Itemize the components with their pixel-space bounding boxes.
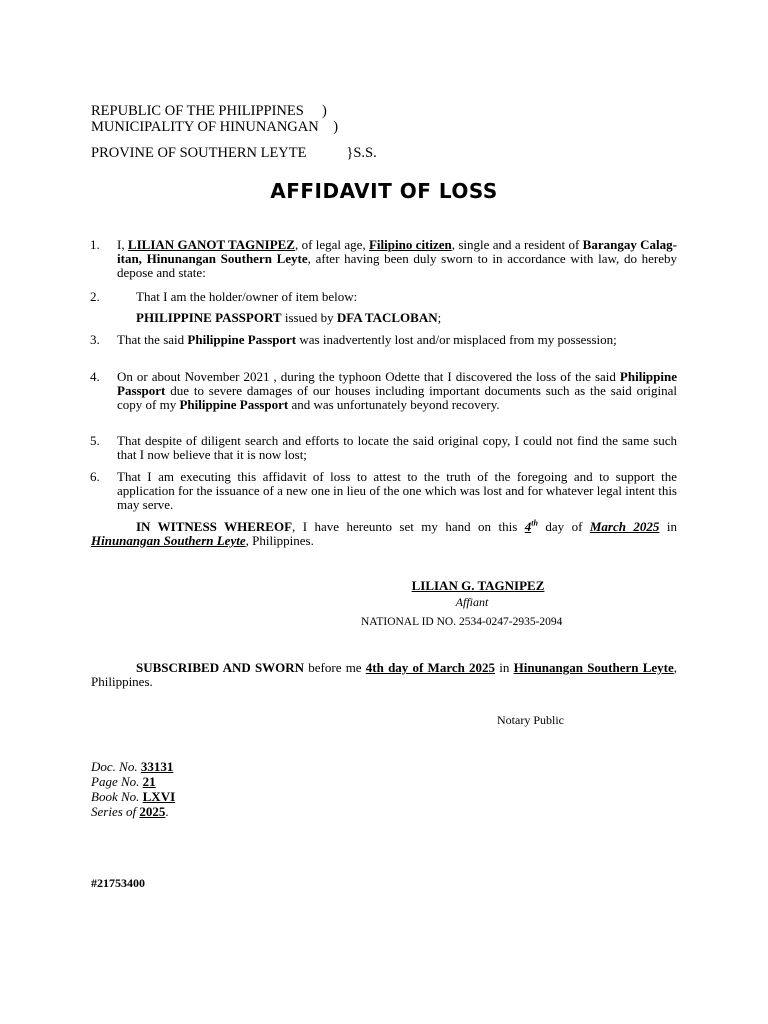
document-title: AFFIDAVIT OF LOSS xyxy=(270,179,498,203)
sworn-paragraph: SUBSCRIBED AND SWORN before me 4th day of March 2025 in Hinunangan Southern Leyte, Philippines. xyxy=(91,660,677,689)
affiant-label: Affiant xyxy=(455,595,489,609)
affiant-signature-name: LILIAN G. TAGNIPEZ xyxy=(411,578,545,593)
series-year: Series of 2025. xyxy=(91,804,169,819)
sworn-place: Hinunangan Southern Leyte xyxy=(513,660,674,675)
item-number-6: 6. xyxy=(90,469,100,484)
reference-number: #21753400 xyxy=(91,876,145,890)
doc-number: Doc. No. 33131 xyxy=(91,759,174,774)
item-number-5: 5. xyxy=(90,433,100,448)
item-paragraph-6: That I am executing this affidavit of loss to attest to the truth of the foregoing and to support the application for the issuance of a new one in lieu of the one which was lost and for whatever legal intent this may serve. xyxy=(117,469,677,512)
book-number: Book No. LXVI xyxy=(91,789,176,804)
item-number-4: 4. xyxy=(90,369,100,384)
item-paragraph-4: On or about November 2021 , during the typhoon Odette that I discovered the loss of the said Philippine Passport due to severe damages of our houses including important documents such as the said original copy of my Philippine Passport and was unfortunately beyond recovery. xyxy=(117,369,677,412)
item-paragraph-5: That despite of diligent search and efforts to locate the said original copy, I could not find the same such that I now believe that it is now lost; xyxy=(117,433,677,462)
page-number: Page No. 21 xyxy=(91,774,156,789)
item-paragraph-2: That I am the holder/owner of item below: xyxy=(136,289,358,304)
item-number-1: 1. xyxy=(90,237,100,252)
header-republic: REPUBLIC OF THE PHILIPPINES ) xyxy=(91,103,327,119)
lost-item-line: PHILIPPINE PASSPORT issued by DFA TACLOBAN; xyxy=(136,310,442,325)
affiant-full-name: LILIAN GANOT TAGNIPEZ xyxy=(127,237,295,252)
citizenship: Filipino citizen xyxy=(368,237,452,252)
national-id: NATIONAL ID NO. 2534-0247-2935-2094 xyxy=(361,616,563,628)
residence-address: Barangay Calag-itan, Hinunangan Southern Leyte xyxy=(117,237,677,266)
item-paragraph-3: That the said Philippine Passport was inadvertently lost and/or misplaced from my possession; xyxy=(117,332,617,347)
witness-date: March 2025 xyxy=(589,519,660,534)
witness-paragraph: IN WITNESS WHEREOF, I have hereunto set my hand on this 4th day of March 2025 in Hinunangan Southern Leyte, Philippines. xyxy=(91,518,677,548)
notary-public-label: Notary Public xyxy=(497,713,564,727)
header-province: PROVINE OF SOUTHERN LEYTE }S.S. xyxy=(91,145,377,161)
item-paragraph-1: I, LILIAN GANOT TAGNIPEZ, of legal age, Filipino citizen, single and a resident of Barangay Calag-itan, Hinunangan Southern Leyte, after having been duly sworn to in accordance with law, do hereby depose and state: xyxy=(117,237,678,280)
header-municipality: MUNICIPALITY OF HINUNANGAN ) xyxy=(91,119,339,135)
item-number-2: 2. xyxy=(90,289,100,304)
witness-place: Hinunangan Southern Leyte xyxy=(91,533,246,548)
item-number-3: 3. xyxy=(90,332,100,347)
sworn-date: 4th day of March 2025 xyxy=(365,660,496,675)
